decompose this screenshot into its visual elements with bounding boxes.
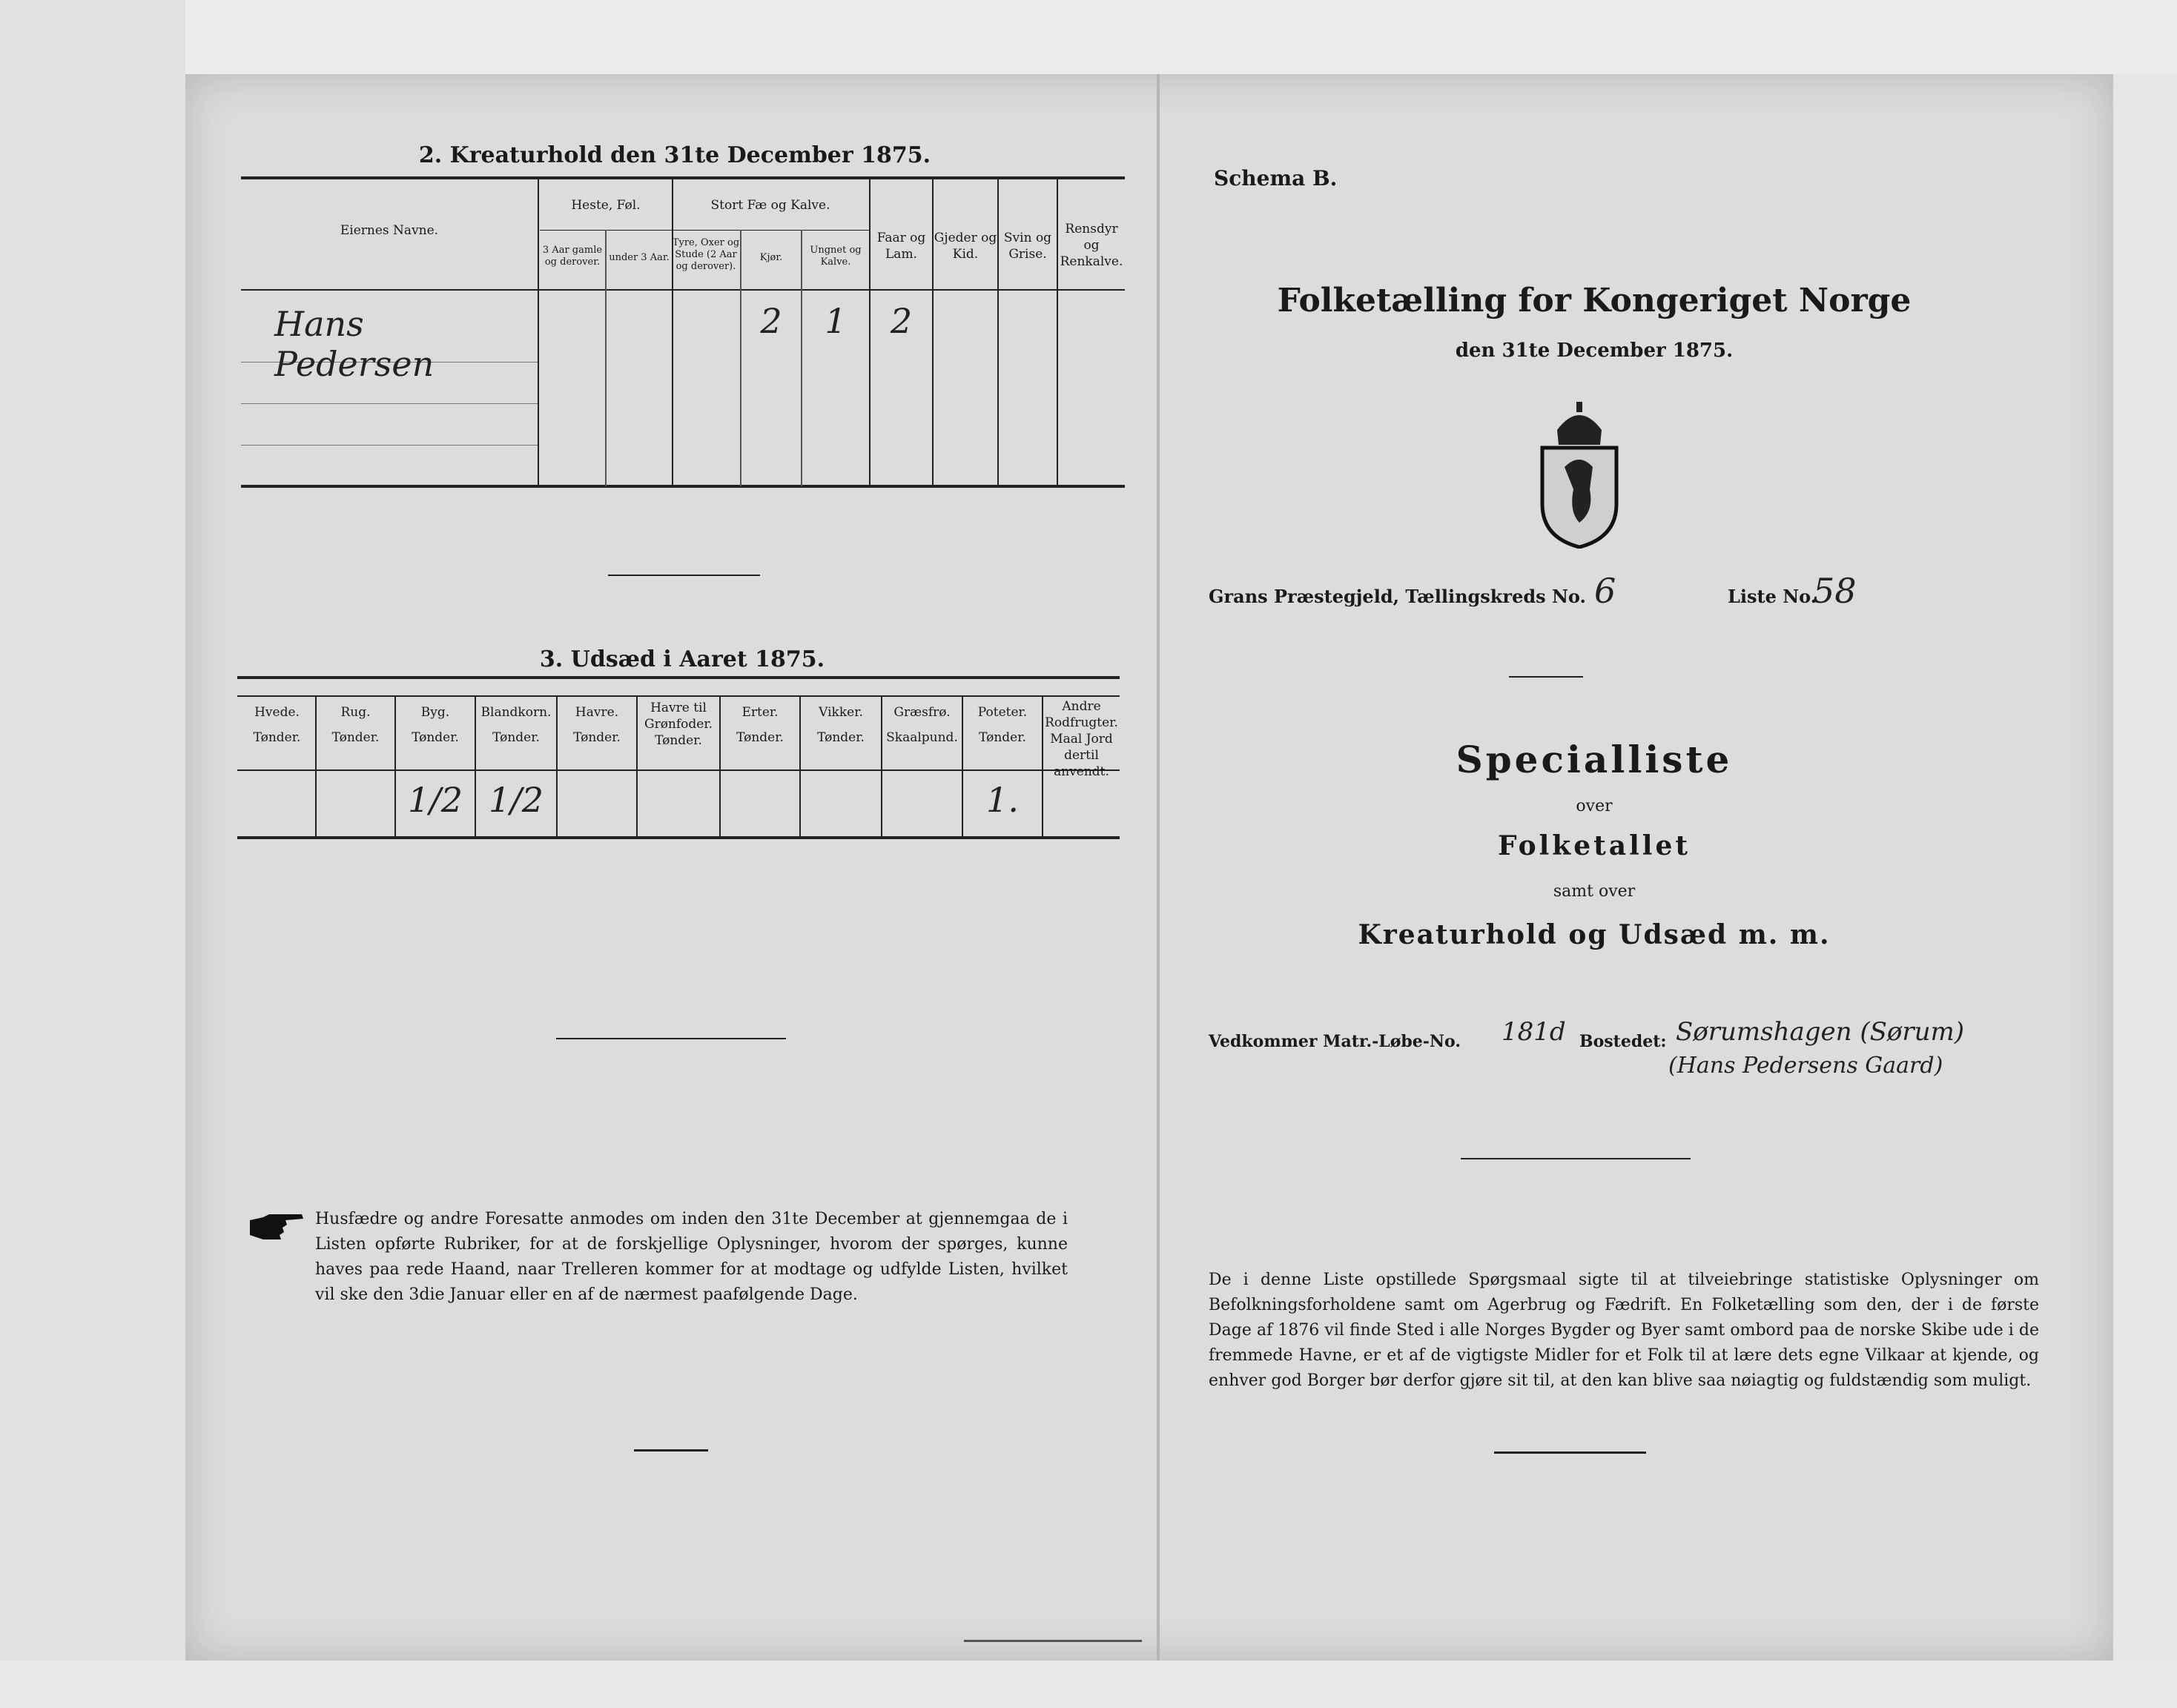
- table2-top-rule: [241, 176, 1125, 179]
- liste-label: Liste No.: [1728, 586, 1817, 607]
- col-storfe-header: Stort Fæ og Kalve.: [710, 198, 830, 213]
- ungnet-value: 1: [825, 301, 847, 341]
- folketallet-heading: Folketallet: [1498, 830, 1691, 861]
- udsaed-col-rug: Rug. Tønder.: [331, 705, 380, 745]
- over-text: over: [1576, 797, 1613, 815]
- kreaturhold-heading: Kreaturhold og Udsæd m. m.: [1358, 919, 1831, 950]
- table2-header-rule: [540, 289, 1125, 291]
- faar-value: 2: [890, 301, 913, 341]
- owner-name: Hans Pedersen: [274, 304, 435, 384]
- census-title: Folketælling for Kongeriget Norge: [1277, 282, 1912, 320]
- section2-title: 2. Kreaturhold den 31te December 1875.: [418, 142, 931, 168]
- schema-label: Schema B.: [1214, 166, 1338, 191]
- col-storfe-kjor: Kjør.: [759, 252, 783, 263]
- col-owner-header: Eiernes Navne.: [340, 223, 439, 238]
- udsaed-col-erter: Erter. Tønder.: [736, 705, 784, 745]
- pointing-hand-icon: [248, 1210, 308, 1242]
- udsaed-col-poteter: Poteter. Tønder.: [977, 705, 1028, 745]
- poteter-value: 1.: [986, 780, 1019, 820]
- section3-title: 3. Udsæd i Aaret 1875.: [539, 646, 825, 672]
- udsaed-col-gronfoder: Havre til Grønfoder. Tønder.: [644, 701, 713, 748]
- liste-no-value: 58: [1813, 571, 1857, 611]
- notice-text: Husfædre og andre Foresatte anmodes om inden den 31te December at gjennemgaa de i Listen opførte Rubriker, for at de forskjellige Oplysninger, hvorom der spørges, kunne haves paa rede Haand, naar Trelleren kommer for at modtage og udfylde Listen, hvilket vil ske den 3die Januar eller en af de nærmest paafølgende Dage.: [315, 1210, 1068, 1304]
- bostedet-label: Bostedet:: [1579, 1032, 1667, 1051]
- scan-bottom-margin: [0, 1661, 2177, 1708]
- bostedet-value: Sørumshagen (Sørum): [1676, 1017, 1965, 1047]
- col-storfe-tyre: Tyre, Oxer og Stude (2 Aar og derover).: [672, 237, 740, 272]
- col-svin: Svin og Grise.: [1003, 231, 1052, 262]
- samt-over-text: samt over: [1553, 882, 1636, 901]
- table2-owner-rule: [241, 289, 540, 291]
- udsaed-col-vikker: Vikker. Tønder.: [817, 705, 865, 745]
- bostedet-value-2: (Hans Pedersens Gaard): [1668, 1053, 1943, 1079]
- col-faar: Faar og Lam.: [876, 231, 926, 262]
- matr-no-value: 181d: [1502, 1017, 1566, 1047]
- udsaed-col-byg: Byg. Tønder.: [412, 705, 459, 745]
- byg-value: 1/2: [407, 780, 463, 820]
- census-date: den 31te December 1875.: [1455, 340, 1734, 362]
- kreds-no-value: 6: [1594, 571, 1616, 611]
- table2-bottom-rule: [241, 485, 1125, 488]
- footer-text: De i denne Liste opstillede Spørgsmaal sigte til at tilveiebringe statistiske Oplysninger om Befolkningsforholdene samt om Agerbrug og Fædrift. En Folketælling som den, der i de første Dage af 1876 vil finde Sted i alle Norges Bygder og Byer samt ombord paa de norske Skibe ude i de fremmede Havne, er et af de vigtigste Midler for et Folk til at lære dets egne Vilkaar at kjende, og enhver god Borger bør derfor gjøre sit til, at den kan blive saa nøiagtig og fuldstændig som muligt.: [1209, 1271, 2039, 1390]
- col-heste-under: under 3 Aar.: [609, 252, 670, 263]
- parish-line: Grans Præstegjeld, Tællingskreds No.: [1209, 586, 1586, 607]
- col-gjeder: Gjeder og Kid.: [934, 231, 997, 262]
- page-fold: [1157, 74, 1160, 1661]
- matr-label: Vedkommer Matr.-Løbe-No.: [1209, 1032, 1461, 1051]
- udsaed-col-havre: Havre. Tønder.: [573, 705, 621, 745]
- separator-line: [608, 575, 760, 576]
- specialliste-heading: Specialliste: [1456, 738, 1733, 781]
- col-heste-3aar: 3 Aar gamle og derover.: [542, 245, 603, 268]
- blandkorn-value: 1/2: [488, 780, 544, 820]
- col-rensdyr: Rensdyr og Renkalve.: [1060, 222, 1123, 269]
- scan-top-margin: [185, 0, 2177, 74]
- udsaed-col-graesfro: Græsfrø. Skaalpund.: [886, 705, 958, 745]
- udsaed-col-blandkorn: Blandkorn. Tønder.: [480, 705, 552, 745]
- kjor-value: 2: [760, 301, 782, 341]
- norway-coat-of-arms-icon: [1535, 400, 1624, 549]
- col-heste-header: Heste, Føl.: [571, 198, 641, 213]
- scan-right-margin: [2113, 74, 2177, 1661]
- udsaed-col-hvede: Hvede. Tønder.: [253, 705, 301, 745]
- udsaed-col-rodfrugter: Andre Rodfrugter. Maal Jord dertil anvendt.: [1045, 699, 1118, 779]
- scan-left-margin: [0, 0, 185, 1661]
- col-storfe-ungnet: Ungnet og Kalve.: [810, 245, 862, 268]
